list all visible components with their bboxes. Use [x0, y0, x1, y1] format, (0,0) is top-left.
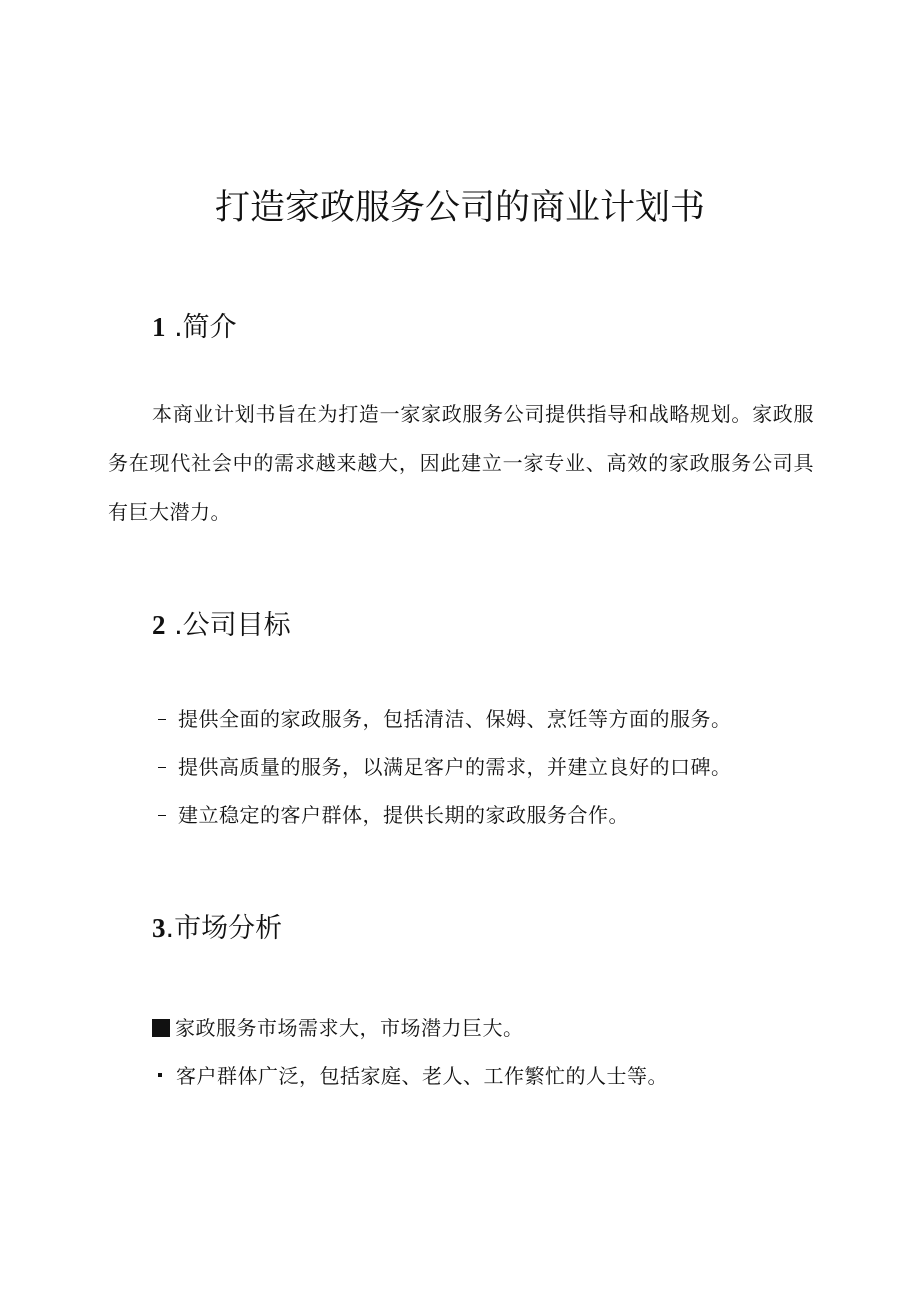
square-bullet-icon	[152, 1019, 170, 1037]
section-title: .简介	[165, 312, 237, 343]
intro-paragraph: 本商业计划书旨在为打造一家家政服务公司提供指导和战略规划。家政服务在现代社会中的需求越来越大，因此建立一家专业、高效的家政服务公司具有巨大潜力。	[108, 402, 814, 524]
dot-bullet-icon	[158, 1073, 162, 1077]
section-heading-intro	[152, 305, 237, 344]
section-number: 2	[152, 610, 166, 640]
section-number: 3	[152, 913, 166, 943]
section-heading-market	[152, 906, 282, 945]
list-item: 提供全面的家政服务，包括清洁、保姆、烹饪等方面的服务。	[152, 703, 732, 732]
dash-bullet-icon	[158, 767, 166, 769]
section-number: 1	[152, 312, 166, 342]
section-title: .公司目标	[165, 610, 291, 641]
list-item: 建立稳定的客户群体，提供长期的家政服务合作。	[152, 799, 629, 828]
dash-bullet-icon	[158, 815, 166, 817]
list-item: 客户群体广泛，包括家庭、老人、工作繁忙的人士等。	[152, 1060, 668, 1089]
dash-bullet-icon	[158, 719, 166, 721]
list-item: 家政服务市场需求大，市场潜力巨大。	[152, 1012, 524, 1041]
document-title: 打造家政服务公司的商业计划书	[214, 188, 705, 228]
section-title: .市场分析	[165, 913, 283, 944]
list-item: 提供高质量的服务，以满足客户的需求，并建立良好的口碑。	[152, 751, 732, 780]
section-heading-goals	[152, 603, 291, 642]
